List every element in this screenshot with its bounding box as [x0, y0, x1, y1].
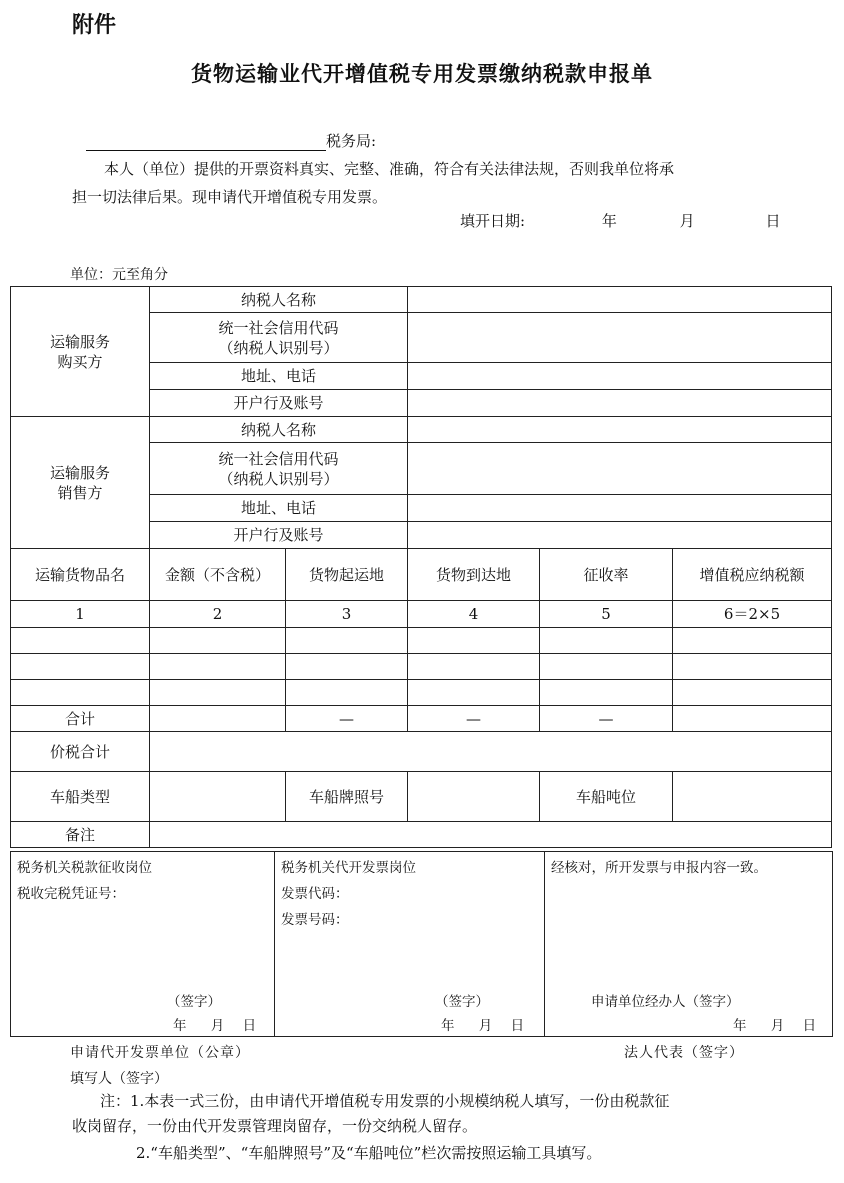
col3-year: 年 [733, 1018, 747, 1034]
applicant-seal: 申请代开发票单位（公章） [70, 1045, 250, 1061]
col2-date [441, 1014, 524, 1034]
note-1-line1: 注：1.本表一式三份，由申请代开增值税专用发票的小规模纳税人填写，一份由税款征 [100, 1092, 670, 1110]
seller-credit-code-l1: 统一社会信用代码 [218, 449, 339, 468]
buyer-credit-code-l1: 统一社会信用代码 [218, 318, 339, 337]
col1-day: 日 [242, 1018, 257, 1034]
buyer-label-l1: 运输服务 [49, 332, 110, 351]
seller-address-label: 地址、电话 [150, 495, 408, 522]
goods-cell[interactable] [408, 680, 540, 706]
goods-header-amount: 金额（不含税） [150, 549, 286, 601]
col3-agent-sign: 申请单位经办人（签字） [591, 994, 740, 1010]
buyer-bank-field[interactable] [408, 390, 832, 417]
goods-col-num: 4 [408, 601, 540, 628]
col2-title: 税务机关代开发票岗位 [281, 860, 416, 876]
buyer-address-field[interactable] [408, 363, 832, 390]
goods-cell[interactable] [408, 654, 540, 680]
price-tax-total-field[interactable] [150, 732, 832, 772]
goods-cell[interactable] [673, 680, 832, 706]
goods-cell[interactable] [286, 628, 408, 654]
seller-credit-code-l2: （纳税人识别号） [218, 469, 339, 488]
tax-collection-post [11, 852, 275, 1037]
tonnage-field[interactable] [673, 772, 832, 822]
goods-cell[interactable] [540, 654, 673, 680]
buyer-label [11, 287, 150, 417]
buyer-credit-code-field[interactable] [408, 313, 832, 363]
col2-month: 月 [478, 1018, 493, 1034]
goods-cell[interactable] [673, 628, 832, 654]
vehicle-type-label: 车船类型 [11, 772, 150, 822]
col3-title: 经核对，所开发票与申报内容一致。 [551, 860, 767, 876]
goods-cell[interactable] [11, 680, 150, 706]
col3-date [733, 1014, 816, 1034]
col2-invoice-no-label: 发票号码： [281, 912, 349, 928]
fill-date [460, 210, 780, 231]
table-row [11, 680, 832, 706]
approval-table [10, 851, 833, 1037]
goods-cell[interactable] [540, 680, 673, 706]
seller-label-l1: 运输服务 [49, 463, 110, 482]
goods-cell[interactable] [11, 654, 150, 680]
goods-header-origin: 货物起运地 [286, 549, 408, 601]
invoice-issuing-post [275, 852, 545, 1037]
plate-no-field[interactable] [408, 772, 540, 822]
goods-cell[interactable] [150, 654, 286, 680]
buyer-name-field[interactable] [408, 287, 832, 313]
remarks-field[interactable] [150, 822, 832, 848]
legal-rep-sign: 法人代表（签字） [624, 1045, 744, 1061]
goods-header-name: 运输货物品名 [11, 549, 150, 601]
vehicle-type-field[interactable] [150, 772, 286, 822]
goods-col-num: 2 [150, 601, 286, 628]
seller-name-field[interactable] [408, 417, 832, 443]
col1-sign: （签字） [167, 994, 221, 1010]
seller-bank-label: 开户行及账号 [150, 522, 408, 549]
seller-label [11, 417, 150, 549]
col2-day: 日 [510, 1018, 525, 1034]
statement [72, 155, 784, 211]
total-origin-dash: — [286, 706, 408, 732]
seller-name-label: 纳税人名称 [150, 417, 408, 443]
tax-bureau-blank [86, 136, 326, 151]
seller-address-field[interactable] [408, 495, 832, 522]
goods-cell[interactable] [408, 628, 540, 654]
col1-title: 税务机关税款征收岗位 [17, 860, 152, 876]
plate-no-label: 车船牌照号 [286, 772, 408, 822]
date-year: 年 [601, 212, 617, 230]
goods-cell[interactable] [286, 654, 408, 680]
filler-sign: 填写人（签字） [70, 1071, 168, 1087]
col3-month: 月 [770, 1018, 785, 1034]
goods-cell[interactable] [150, 680, 286, 706]
seller-label-l2: 销售方 [57, 483, 103, 502]
table-row [11, 654, 832, 680]
date-label: 填开日期: [460, 212, 526, 230]
goods-cell[interactable] [673, 654, 832, 680]
col1-date [173, 1014, 256, 1034]
price-tax-total-label: 价税合计 [11, 732, 150, 772]
goods-cell[interactable] [286, 680, 408, 706]
total-vat-field[interactable] [673, 706, 832, 732]
tonnage-label: 车船吨位 [540, 772, 673, 822]
goods-col-num: 3 [286, 601, 408, 628]
goods-col-num: 5 [540, 601, 673, 628]
col1-year: 年 [173, 1018, 187, 1034]
seller-bank-field[interactable] [408, 522, 832, 549]
goods-cell[interactable] [150, 628, 286, 654]
goods-header-rate: 征收率 [540, 549, 673, 601]
buyer-address-label: 地址、电话 [150, 363, 408, 390]
seller-credit-code-label [150, 443, 408, 495]
buyer-bank-label: 开户行及账号 [150, 390, 408, 417]
declaration-table [10, 286, 832, 848]
statement-line1: 本人（单位）提供的开票资料真实、完整、准确，符合有关法律法规，否则我单位将承 [104, 160, 675, 178]
total-label: 合计 [11, 706, 150, 732]
col2-sign: （签字） [435, 994, 489, 1010]
goods-col-num: 1 [11, 601, 150, 628]
total-amount-field[interactable] [150, 706, 286, 732]
table-row [11, 628, 832, 654]
statement-line2: 担一切法律后果。现申请代开增值税专用发票。 [72, 188, 388, 206]
goods-cell[interactable] [540, 628, 673, 654]
goods-header-vat: 增值税应纳税额 [673, 549, 832, 601]
note-1-line2: 收岗留存，一份由代开发票管理岗留存，一份交纳税人留存。 [72, 1117, 478, 1135]
col1-month: 月 [210, 1018, 225, 1034]
goods-col-num: 6＝2×5 [673, 601, 832, 628]
date-month: 月 [679, 212, 695, 230]
date-day: 日 [765, 212, 781, 230]
buyer-credit-code-l2: （纳税人识别号） [218, 338, 339, 357]
tax-bureau-label: 税务局: [326, 132, 377, 150]
total-rate-dash: — [540, 706, 673, 732]
goods-cell[interactable] [11, 628, 150, 654]
tax-bureau-line [86, 130, 376, 151]
buyer-credit-code-label [150, 313, 408, 363]
attachment-label: 附件 [72, 13, 117, 38]
unit-label: 单位：元至角分 [70, 267, 168, 283]
form-title: 货物运输业代开增值税专用发票缴纳税款申报单 [191, 62, 653, 86]
applicant-confirm [545, 852, 833, 1037]
col2-invoice-code-label: 发票代码： [281, 886, 349, 902]
buyer-label-l2: 购买方 [57, 352, 103, 371]
goods-header-destination: 货物到达地 [408, 549, 540, 601]
buyer-name-label: 纳税人名称 [150, 287, 408, 313]
col1-voucher-label: 税收完税凭证号： [17, 886, 125, 902]
col3-day: 日 [802, 1018, 817, 1034]
note-2: 2.“车船类型”、“车船牌照号”及“车船吨位”栏次需按照运输工具填写。 [136, 1144, 602, 1162]
col2-year: 年 [441, 1018, 455, 1034]
remarks-label: 备注 [11, 822, 150, 848]
total-destination-dash: — [408, 706, 540, 732]
seller-credit-code-field[interactable] [408, 443, 832, 495]
